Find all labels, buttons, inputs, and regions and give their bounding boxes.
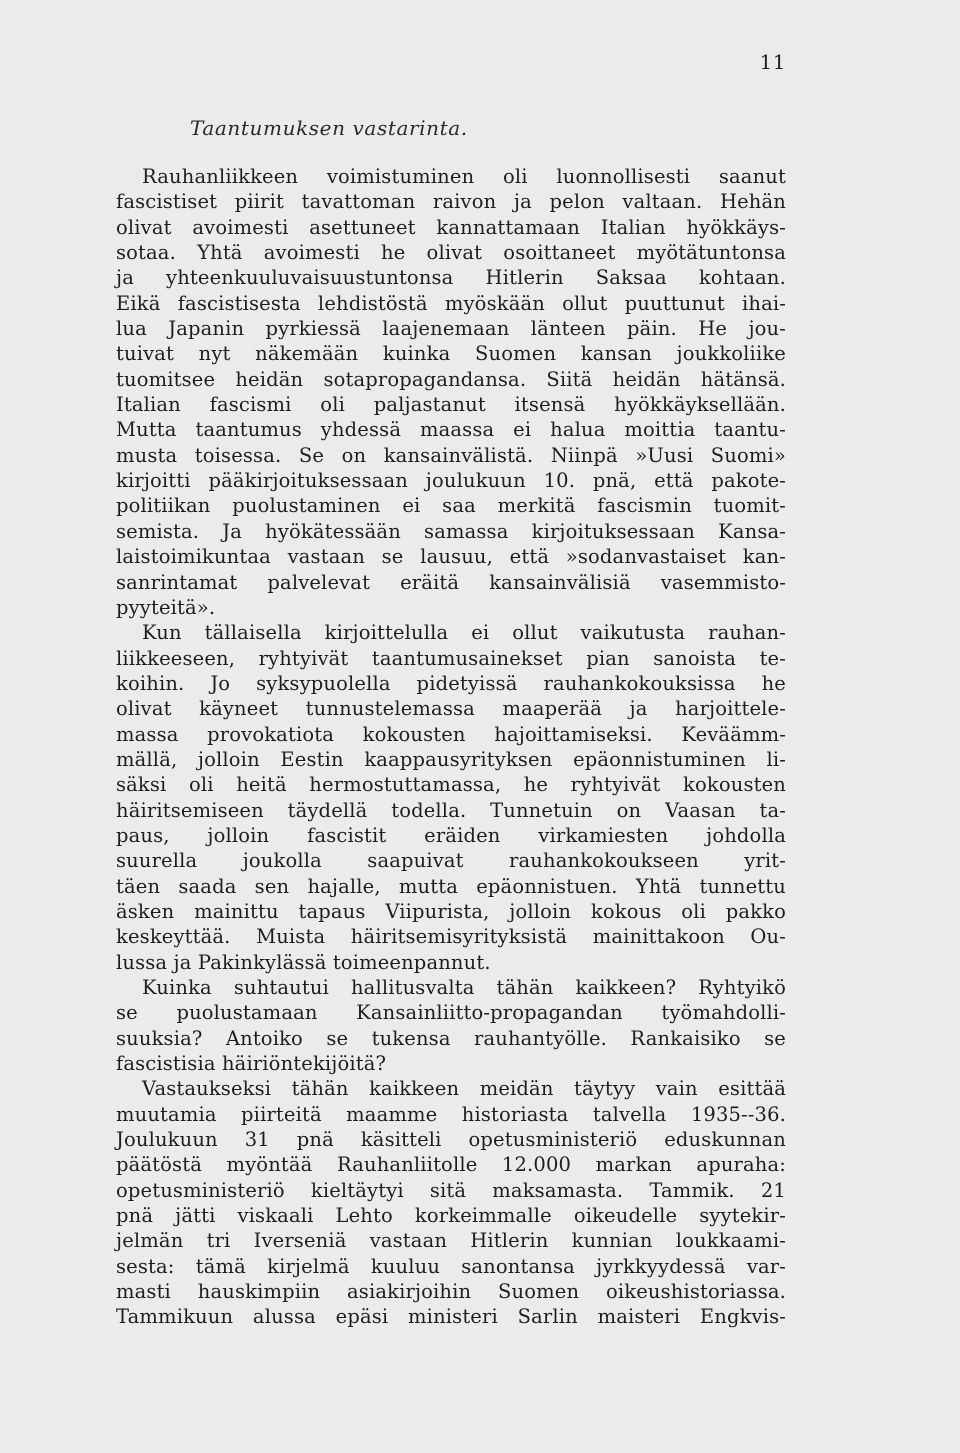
- text-line: tuomitsee heidän sotapropagandansa. Siitä heidän hätänsä.: [116, 367, 786, 391]
- text-line: äsken mainittu tapaus Viipurista, jolloin kokous oli pakko: [116, 899, 786, 923]
- text-line: paus, jolloin fascistit eräiden virkamiesten johdolla: [116, 823, 786, 847]
- text-line: täen saada sen hajalle, mutta epäonnistuen. Yhtä tunnettu: [116, 874, 786, 898]
- text-line: Rauhanliikkeen voimistuminen oli luonnollisesti saanut: [142, 165, 786, 188]
- text-line: Kun tällaisella kirjoittelulla ei ollut vaikutusta rauhan-: [142, 621, 786, 645]
- text-line: Joulukuun 31 pnä käsitteli opetusministeriö eduskunnan: [116, 1128, 786, 1152]
- text-line: muutamia piirteitä maamme historiasta talvella 1935--36.: [116, 1102, 786, 1126]
- text-line: pnä jätti viskaali Lehto korkeimmalle oikeudelle syytekir-: [116, 1204, 786, 1228]
- text-line: Mutta taantumus yhdessä maassa ei halua moittia taantu-: [116, 418, 786, 442]
- text-line: suuksia? Antoiko se tukensa rauhantyölle. Rankaisiko se: [116, 1026, 786, 1050]
- text-line: keskeyttää. Muista häiritsemisyrityksistä mainittakoon Ou-: [116, 925, 786, 949]
- text-line: Kuinka suhtautui hallitusvalta tähän kaikkeen? Ryhtyikö: [142, 976, 786, 999]
- text-line: se puolustamaan Kansainliitto-propagandan työmahdolli-: [116, 1001, 786, 1025]
- text-line: sesta: tämä kirjelmä kuuluu sanontansa jyrkkyydessä var-: [116, 1254, 786, 1278]
- text-line: mällä, jolloin Eestin kaappausyrityksen epäonnistuminen li-: [116, 747, 786, 771]
- text-line: opetusministeriö kieltäytyi sitä maksamasta. Tammik. 21: [116, 1178, 786, 1202]
- text-line: Tammikuun alussa epäsi ministeri Sarlin maisteri Engkvis-: [116, 1305, 786, 1329]
- text-line: tuivat nyt näkemään kuinka Suomen kansan joukkoliike: [116, 342, 786, 366]
- body-text: [116, 164, 786, 1330]
- text-line: sotaa. Yhtä avoimesti he olivat osoittaneet myötätuntonsa: [116, 241, 786, 265]
- text-line: liikkeeseen, ryhtyivät taantumusainekset pian sanoista te-: [116, 646, 786, 670]
- text-line: ja yhteenkuuluvaisuustuntonsa Hitlerin Saksaa kohtaan.: [116, 266, 786, 290]
- text-line: lussa ja Pakinkylässä toimeenpannut.: [116, 950, 491, 974]
- text-line: semista. Ja hyökätessään samassa kirjoituksessaan Kansa-: [116, 519, 786, 543]
- text-line: olivat avoimesti asettuneet kannattamaan Italian hyökkäys-: [116, 215, 786, 239]
- text-line: Vastaukseksi tähän kaikkeen meidän täytyy vain esittää: [142, 1077, 786, 1101]
- text-line: suurella joukolla saapuivat rauhankokoukseen yrit-: [116, 849, 786, 873]
- text-line: fascistiset piirit tavattoman raivon ja pelon valtaan. Hehän: [116, 190, 786, 214]
- text-line: olivat käyneet tunnustelemassa maaperää ja harjoittele-: [116, 697, 786, 721]
- page-number: 11: [759, 50, 786, 74]
- text-line: lua Japanin pyrkiessä laajenemaan länteen päin. He jou-: [116, 317, 786, 341]
- text-line: jelmän tri Iverseniä vastaan Hitlerin kunnian loukkaami-: [116, 1229, 786, 1253]
- text-line: Eikä fascistisesta lehdistöstä myöskään ollut puuttunut ihai-: [116, 291, 786, 315]
- text-line: laistoimikuntaa vastaan se lausuu, että »sodanvastaiset kan-: [116, 545, 786, 569]
- text-line: masti hauskimpiin asiakirjoihin Suomen oikeushistoriassa.: [116, 1280, 786, 1304]
- text-line: päätöstä myöntää Rauhanliitolle 12.000 markan apuraha:: [116, 1153, 786, 1177]
- text-line: häiritsemiseen täydellä todella. Tunnetuin on Vaasan ta-: [116, 798, 786, 822]
- text-line: säksi oli heitä hermostuttamassa, he ryhtyivät kokousten: [116, 773, 786, 797]
- text-line: sanrintamat palvelevat eräitä kansainvälisiä vasemmisto-: [116, 570, 786, 594]
- text-line: massa provokatiota kokousten hajoittamiseksi. Keväämm-: [116, 722, 786, 746]
- text-line: musta toisessa. Se on kansainvälistä. Niinpä »Uusi Suomi»: [116, 443, 786, 467]
- text-line: pyyteitä».: [116, 595, 216, 619]
- text-line: koihin. Jo syksypuolella pidetyissä rauhankokouksissa he: [116, 671, 786, 695]
- section-title: Taantumuksen vastarinta.: [190, 116, 468, 140]
- text-line: kirjoitti pääkirjoituksessaan joulukuun 10. pnä, että pakote-: [116, 469, 786, 493]
- text-line: fascistisia häiriöntekijöitä?: [116, 1052, 387, 1076]
- text-line: politiikan puolustaminen ei saa merkitä fascismin tuomit-: [116, 494, 786, 518]
- text-line: Italian fascismi oli paljastanut itsensä hyökkäyksellään.: [116, 393, 786, 417]
